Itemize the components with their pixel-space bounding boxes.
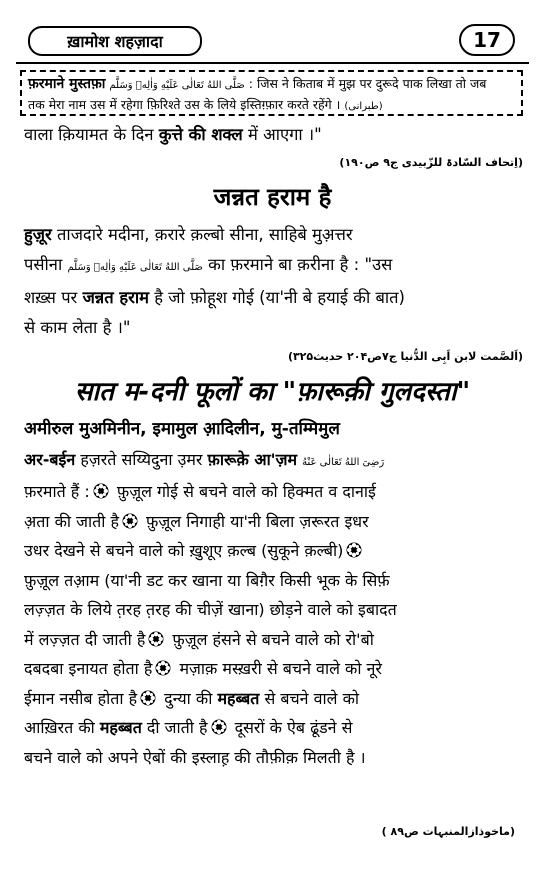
para1-bold: कुत्ते की शक्ल: [158, 125, 243, 144]
para2-bold: जन्नत हराम: [82, 288, 150, 307]
paragraph-2: [24, 220, 521, 343]
para3-line-11c: दी जाती है: [141, 718, 208, 737]
farman-lead: फ़रमाने मुस्तफ़ा: [28, 76, 106, 92]
para3-line-2b: हज़रते सय्यिदुना उ़मर: [75, 449, 208, 469]
flower-icon: [93, 483, 109, 499]
para2-text-h: से काम लेता है ।": [24, 318, 131, 337]
book-title: ख़ामोश शहज़ादा: [28, 26, 202, 56]
para1-text-c: में आएगा ।": [242, 125, 322, 144]
para3-line-5: उधर देखने से बचने वाले को ख़ुशूए क़ल्ब (सुकूने क़ल्बी): [24, 541, 344, 560]
para2-huzoor: हुज़ूर: [24, 225, 52, 244]
page-number: 17: [459, 24, 515, 56]
reference-3: ( ماخوذازالمنبہات ص۸۹): [381, 825, 515, 838]
para3-line-8b: फ़ुज़ूल हंसने से बचने वाले को रो'बो: [167, 629, 374, 649]
flower-icon: [346, 542, 362, 558]
para2-arabic: صَلَّى اللهُ تَعَالٰى عَلَيْهِ وَاٰلِهٖ وَسَلَّم: [67, 262, 203, 273]
farman-text-1: : जिस ने किताब में मुझ पर दुरूदे पाक लिखा तो जब: [248, 76, 487, 91]
para2-text-c: पसीना: [24, 255, 68, 274]
reference-1: (اِتحاف السّادۃ للزّبیدی ج۹ ص۱۹۰): [339, 156, 523, 169]
para3-line-9: दबदबा इनायत होता है: [24, 659, 153, 678]
para3-line-3b: फ़ुज़ूल गोई से बचने वाले को हिक्मत व दानाई: [111, 482, 376, 501]
para2-text-b: ताजदारे मदीना, क़रारे क़ल्बो सीना, साहिबे मुअ़त्तर: [51, 225, 353, 244]
para3-line-10: ईमान नसीब होता है: [24, 688, 138, 708]
heading-farooqi-guldasta: सात म-दनी फूलों का "फ़ारूक़ी गुलदस्ता": [74, 377, 471, 407]
para1-text-a: वाला क़ियामत के दिन: [24, 125, 159, 144]
para2-text-d: का फ़रमाने बा क़रीना है : "उस: [202, 255, 393, 274]
page-header: [16, 20, 529, 58]
flower-icon: [211, 719, 227, 735]
heading-jannat-haram: जन्नत हराम है: [213, 183, 332, 211]
para3-line-11d: दूसरों के ऐब ढूंडने से: [229, 718, 353, 737]
para3-mahabbat-2: महब्बत: [99, 718, 142, 737]
header-divider: [16, 62, 529, 64]
farman-ref: (طبرانی): [344, 101, 383, 112]
farman-box: [20, 70, 523, 116]
para3-mahabbat-1: महब्बत: [217, 688, 260, 708]
flower-icon: [122, 513, 138, 529]
para3-line-1: अमीरुल मुअमिनीन, इमामुल आ़दिलीन, मु-तम्मिमुल: [24, 419, 340, 439]
para3-arabic: رَضِیَ اللهُ تَعَالٰی عَنْهُ: [302, 456, 385, 468]
para3-line-10b: दुन्या की: [159, 688, 218, 708]
para3-line-4: अ़ता की जाती है: [24, 511, 119, 531]
para3-line-10d: से बचने वाले को: [259, 688, 360, 708]
paragraph-1: [24, 120, 521, 150]
flower-icon: [148, 631, 164, 647]
para2-text-e: शख़्स पर: [24, 288, 83, 307]
farman-text-2: तक मेरा नाम उस में रहेगा फ़िरिश्ते उस के लिये इस्तिग़्फ़ार करते रहेंगे ।: [28, 97, 341, 112]
para3-line-8: में लज़्ज़त दी जाती है: [24, 629, 146, 649]
flower-icon: [140, 690, 156, 706]
para3-line-3: फ़रमाते हैं :: [24, 482, 90, 501]
farman-arabic: صَلَّى اللهُ تَعَالٰى عَلَيْهِ وَاٰلِهٖ وَسَلَّم: [109, 80, 245, 91]
paragraph-3: [24, 414, 521, 772]
para3-line-6: फ़ुज़ूल तआ़म (या'नी डट कर खाना या बिग़ैर किसी भूक के सिर्फ़: [24, 570, 390, 590]
para3-arbain: अर-बईन: [24, 449, 76, 469]
flower-icon: [155, 660, 171, 676]
para3-line-7: लज़्ज़त के लिये त़रह त़रह की चीज़ें खाना) छोड़ने वाले को इबादत: [24, 600, 397, 619]
para3-line-9b: मज़ाक़ मस्ख़री से बचने वाले को नूरे: [174, 659, 382, 678]
para3-farooq: फ़ारूक़े आ'ज़म: [207, 449, 298, 469]
para3-line-12: बचने वाले को अपने ऐबों की इस्लाह़ की तौफ़ीक़ मिलती है ।: [24, 747, 366, 767]
book-page: [16, 20, 529, 860]
reference-2: (اَلصَّمت لابن اَبِی الدُّنیا ج۷ص۲۰۴ حدیث۳۲۵): [287, 350, 523, 363]
para3-line-11: आख़िरत की: [24, 718, 100, 737]
para2-text-g: है जो फ़ोहूश गोई (या'नी बे हयाई की बात): [149, 288, 405, 307]
para3-line-4b: फ़ुज़ूल निगाही या'नी बिला ज़रूरत इधर: [140, 511, 369, 531]
